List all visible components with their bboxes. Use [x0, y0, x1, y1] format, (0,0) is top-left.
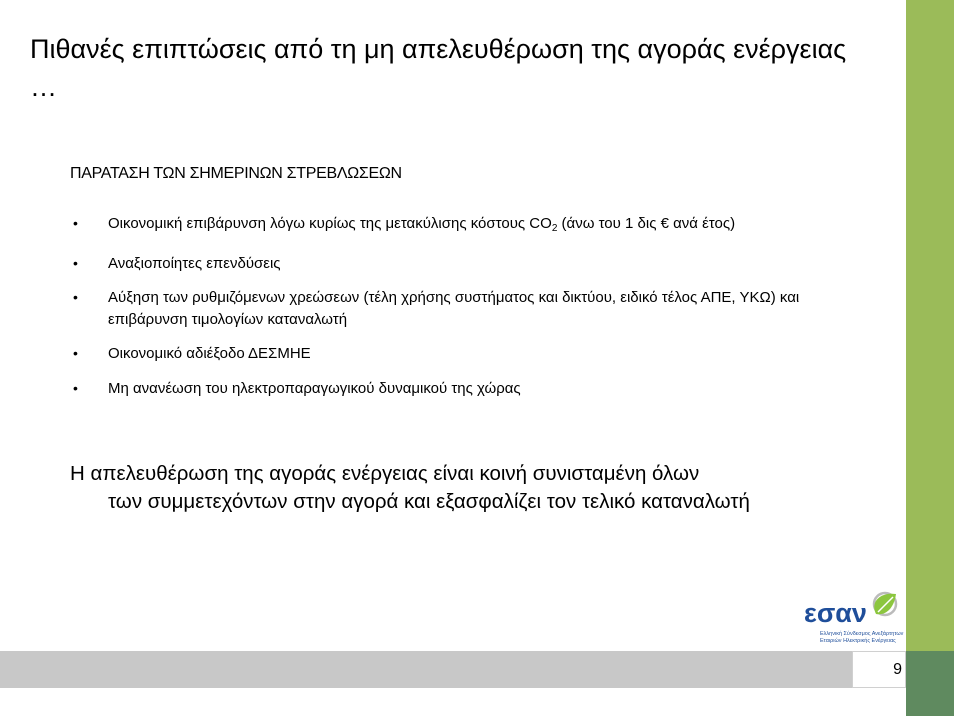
section-subtitle: ΠΑΡΑΤΑΣΗ ΤΩΝ ΣΗΜΕΡΙΝΩΝ ΣΤΡΕΒΛΩΣΕΩΝ — [70, 165, 402, 182]
conclusion-line-1: Η απελευθέρωση της αγοράς ενέργειας είναι κοινή συνισταμένη όλων — [70, 462, 700, 485]
subscript: 2 — [551, 223, 558, 234]
bullet-text: Αναξιοποίητες επενδύσεις — [108, 254, 281, 272]
page-number: 9 — [893, 661, 902, 678]
bullet-text: Οικονομικό αδιέξοδο ΔΕΣΜΗΕ — [108, 345, 311, 362]
bullet-text: Μη ανανέωση του ηλεκτροπαραγωγικού δυναμικού της χώρας — [108, 379, 521, 397]
bullet-icon: • — [73, 254, 78, 271]
conclusion-line-2: των συμμετεχόντων στην αγορά και εξασφαλίζει τον τελικό καταναλωτή — [108, 489, 750, 513]
logo-tagline-1: Ελληνική Σύνδεσμος Ανεξάρτητων — [820, 631, 904, 637]
logo-name: εσαν — [804, 598, 867, 628]
bullet-icon: • — [73, 379, 78, 396]
bullet-list — [70, 213, 800, 412]
corner-block — [906, 651, 954, 716]
bullet-item-desmie — [70, 343, 800, 365]
slide-title: Πιθανές επιπτώσεις από τη μη απελευθέρωση της αγοράς ενέργειας … — [30, 34, 847, 102]
bullet-icon: • — [73, 215, 78, 231]
bullet-icon: • — [73, 289, 78, 305]
bullet-item-capacity — [70, 378, 800, 400]
logo-tagline-2: Εταιριών Ηλεκτρικής Ενέργειας — [820, 638, 896, 644]
bullet-item-co2 — [70, 213, 800, 240]
bullet-text: Οικονομική επιβάρυνση λόγω κυρίως της μετακύλισης κόστους CO — [108, 215, 552, 232]
bullet-text: Αύξηση των ρυθμιζόμενων χρεώσεων (τέλη χρήσης συστήματος και δικτύου, ειδικό τέλος ΑΠΕ, ΥΚΩ) και επιβάρυνση τιμολογίων καταναλωτή — [108, 289, 800, 328]
conclusion-text — [70, 460, 814, 515]
leaf-globe-icon — [800, 588, 904, 646]
right-accent-bar — [906, 0, 954, 716]
bullet-item-investments — [70, 253, 800, 275]
bullet-text-cont: (άνω του 1 δις € ανά έτος) — [557, 215, 736, 232]
bullet-item-charges — [70, 287, 800, 330]
esan-logo — [800, 588, 904, 646]
bullet-icon: • — [73, 345, 78, 361]
footer-bar — [0, 651, 908, 688]
